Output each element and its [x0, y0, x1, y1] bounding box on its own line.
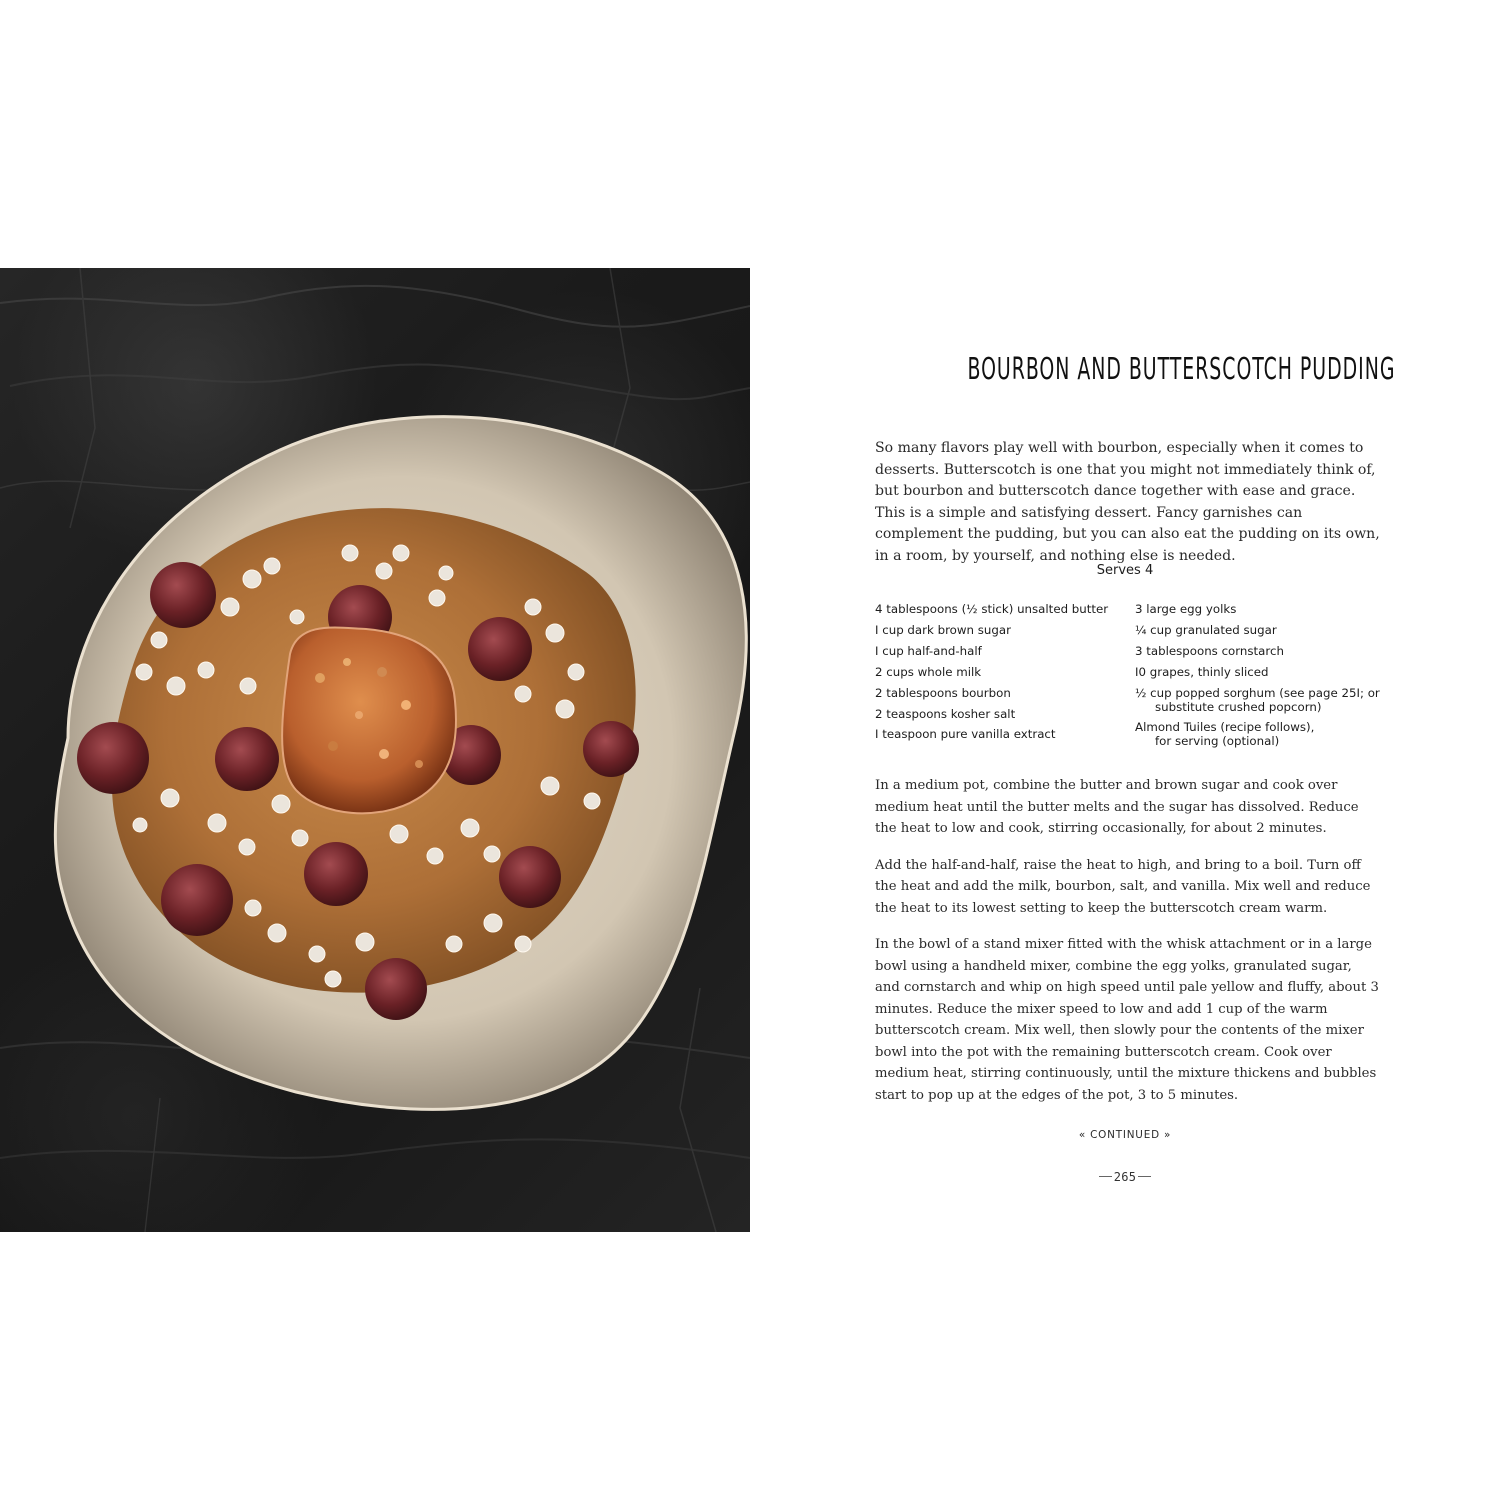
- book-spread: [0, 268, 1500, 1232]
- page-number: [875, 1170, 1375, 1184]
- ingredient-item: I teaspoon pure vanilla extract: [875, 727, 1056, 742]
- recipe-page: [750, 268, 1500, 1232]
- page-rule-left: [1099, 1176, 1112, 1177]
- serves-label: Serves 4: [1096, 563, 1154, 578]
- recipe-intro: So many flavors play well with bourbon, especially when it comes to desserts. Butterscotch is one that you might not immediately think of, but bourbon and butterscotch dance together with ease and grace. This is a simple and satisfying dessert. Fancy garnishes can complement the pudding, but you can also eat the pudding on its own, in a room, by yourself, and nothing else is needed.: [875, 440, 1380, 564]
- ingredients-list: [875, 599, 1380, 751]
- recipe-title: BOURBON AND BUTTERSCOTCH PUDDING: [967, 352, 1396, 387]
- page-number-text: 265: [1113, 1170, 1137, 1184]
- method-paragraph: Add the half-and-half, raise the heat to high, and bring to a boil. Turn off the heat and add the milk, bourbon, salt, and vanilla. Mix well and reduce the heat to its lowest setting to keep the butterscotch cream warm.: [875, 857, 1371, 916]
- pudding-photo: [0, 268, 750, 1232]
- continued-label: « CONTINUED »: [1078, 1129, 1172, 1141]
- ingredient-item: I cup half-and-half: [875, 643, 982, 658]
- method-paragraph: In a medium pot, combine the butter and brown sugar and cook over medium heat until the butter melts and the sugar has dissolved. Reduce the heat to low and cook, stirring occasionally, for about 2 minutes.: [875, 778, 1359, 836]
- ingredient-line: ½ cup popped sorghum (see page 25I; or: [1135, 685, 1380, 700]
- ingredient-item: 2 cups whole milk: [875, 664, 982, 679]
- ingredient-line: Almond Tuiles (recipe follows),: [1135, 720, 1315, 735]
- ingredient-item: I cup dark brown sugar: [875, 622, 1011, 637]
- ingredient-item: 2 teaspoons kosher salt: [875, 706, 1016, 721]
- method-paragraph: In the bowl of a stand mixer fitted with the whisk attachment or in a large bowl using a handheld mixer, combine the egg yolks, granulated sugar, and cornstarch and whip on high speed until pale yellow and fluffy, about 3 minutes. Reduce the mixer speed to low and add 1 cup of the warm butterscotch cream. Mix well, then slowly pour the contents of the mixer bowl into the pot with the remaining butterscotch cream. Cook over medium heat, stirring continuously, until the mixture thickens and bubbles start to pop up at the edges of the pot, 3 to 5 minutes.: [875, 937, 1379, 1103]
- ingredient-item: I0 grapes, thinly sliced: [1135, 664, 1269, 679]
- ingredient-item: 3 tablespoons cornstarch: [1135, 643, 1284, 658]
- ingredients-column-left: [875, 599, 1130, 751]
- page-rule-right: [1138, 1176, 1151, 1177]
- almond-tuile: [282, 627, 456, 813]
- ingredient-item: ¼ cup granulated sugar: [1135, 622, 1277, 637]
- ingredient-item: 2 tablespoons bourbon: [875, 685, 1011, 700]
- ingredient-item: [1135, 683, 1380, 717]
- ingredients-column-right: [1135, 599, 1380, 751]
- method-steps: [875, 775, 1380, 1121]
- pudding-photo-panel: [0, 268, 750, 1232]
- ingredient-line-continued: substitute crushed popcorn): [1155, 699, 1322, 714]
- ingredient-item: [1135, 717, 1380, 751]
- ingredient-item: 4 tablespoons (½ stick) unsalted butter: [875, 602, 1109, 616]
- ingredient-line-continued: for serving (optional): [1155, 734, 1280, 749]
- ingredient-item: 3 large egg yolks: [1135, 602, 1237, 616]
